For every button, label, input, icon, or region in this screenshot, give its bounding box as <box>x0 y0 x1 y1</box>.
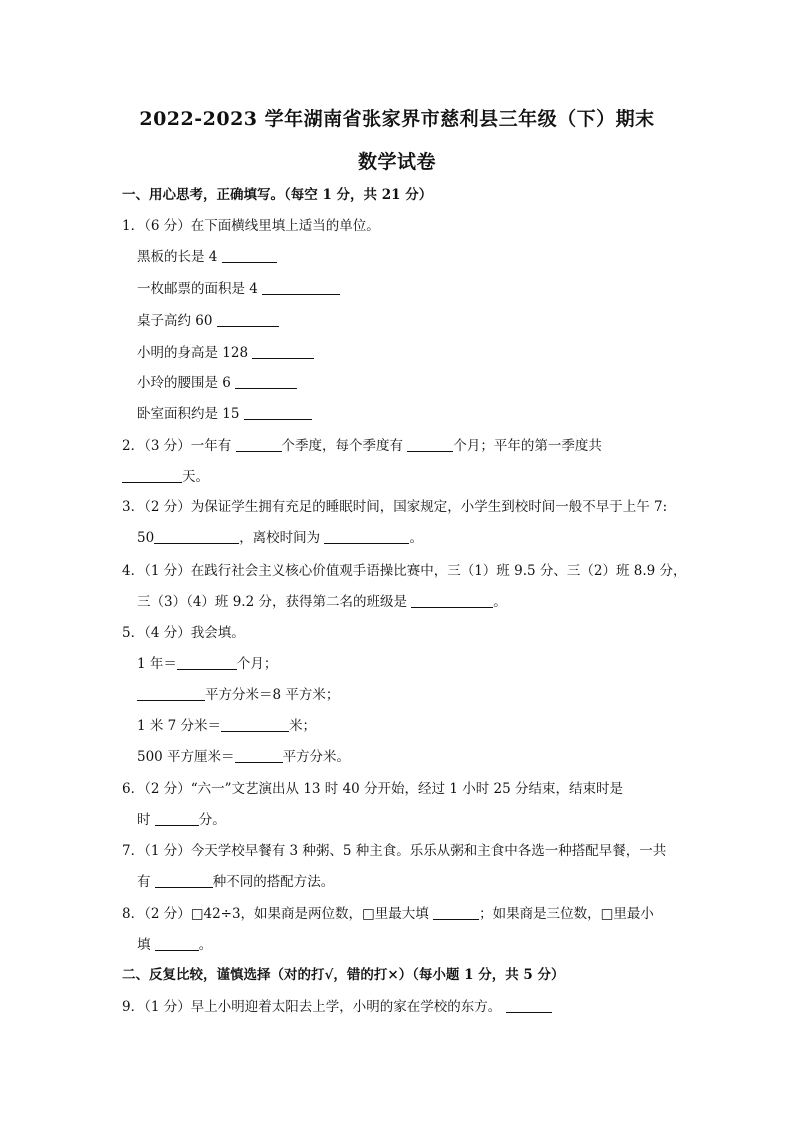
q5-stem: 5．（4 分）我会填。 <box>122 625 245 641</box>
q3-text: ，离校时间为 <box>239 530 321 546</box>
q3-text: 50 <box>137 530 155 546</box>
q7-text: 种不同的搭配方法。 <box>212 874 335 890</box>
answer-blank[interactable] <box>411 593 493 608</box>
answer-blank[interactable] <box>154 529 239 544</box>
q1-item <box>137 405 697 423</box>
q4-line2 <box>137 593 697 611</box>
q2-text: 2．（3 分）一年有 <box>122 438 232 454</box>
q2-text: 个月；平年的第一季度共 <box>453 438 602 454</box>
q5-text: 500 平方厘米＝ <box>137 749 235 765</box>
q7-line2 <box>137 873 697 891</box>
answer-blank[interactable] <box>506 998 552 1013</box>
answer-blank[interactable] <box>155 811 199 826</box>
answer-blank[interactable] <box>122 468 182 483</box>
q4-text: 三（3）（4）班 9.2 分，获得第二名的班级是 <box>137 594 407 610</box>
answer-blank[interactable] <box>235 374 297 389</box>
answer-blank[interactable] <box>137 686 205 701</box>
q5-text: 1 年＝ <box>137 656 177 672</box>
q1-item-text: 卧室面积约是 15 <box>137 406 240 422</box>
answer-blank[interactable] <box>177 655 237 670</box>
q5-text: 米； <box>289 718 317 734</box>
answer-blank[interactable] <box>222 248 277 263</box>
q6-text: 分。 <box>198 812 226 828</box>
q6-line1: 6．（2 分）“六一”文艺演出从 13 时 40 分开始，经过 1 小时 25 分结束，结束时是 <box>122 781 623 797</box>
answer-blank[interactable] <box>155 873 213 888</box>
answer-blank[interactable] <box>252 344 314 359</box>
q6-line2 <box>137 811 697 829</box>
answer-blank[interactable] <box>221 717 289 732</box>
q1-item <box>137 374 697 392</box>
q8-text: 8．（2 分）□42÷3，如果商是两位数，□里最大填 <box>122 906 429 922</box>
q6-text: 时 <box>137 812 151 828</box>
q2-line2 <box>122 468 682 486</box>
q1-item-text: 小明的身高是 128 <box>137 345 249 361</box>
q7-line1: 7．（1 分）今天学校早餐有 3 种粥、5 种主食。乐乐从粥和主食中各选一种搭配早餐，一共 <box>122 843 667 859</box>
q5-item <box>137 655 697 673</box>
q5-text: 平方分米。 <box>282 749 351 765</box>
q2-text: 天。 <box>182 469 209 485</box>
section2-heading: 二、反复比较，谨慎选择（对的打√，错的打×）（每小题 1 分，共 5 分） <box>122 967 565 983</box>
q8-text: 填 <box>137 937 151 953</box>
answer-blank[interactable] <box>262 280 340 295</box>
answer-blank[interactable] <box>407 437 453 452</box>
answer-blank[interactable] <box>155 936 199 951</box>
q8-text: 。 <box>198 937 213 953</box>
q1-item-text: 黑板的长是 4 <box>137 249 218 265</box>
q5-item <box>137 686 697 704</box>
q3-line1: 3．（2 分）为保证学生拥有充足的睡眠时间，国家规定，小学生到校时间一般不早于上午 7: <box>122 499 668 515</box>
answer-blank[interactable] <box>236 437 282 452</box>
q1-item-text: 小玲的腰围是 6 <box>137 375 231 391</box>
answer-blank[interactable] <box>433 905 479 920</box>
answer-blank[interactable] <box>244 405 312 420</box>
q5-item <box>137 717 697 735</box>
q1-item-text: 桌子高约 60 <box>137 313 213 329</box>
q4-line1: 4．（1 分）在践行社会主义核心价值观手语操比赛中，三（1）班 9.5 分、三（2）班 8.9 分， <box>122 563 687 579</box>
q1-item <box>137 248 697 266</box>
q9-line1 <box>122 998 682 1016</box>
q5-text: 平方分米＝8 平方米； <box>205 687 340 703</box>
q2-line1 <box>122 437 682 455</box>
q4-text: 。 <box>493 594 507 610</box>
q2-text: 个季度，每个季度有 <box>281 438 404 454</box>
section1-heading: 一、用心思考，正确填写。（每空 1 分，共 21 分） <box>122 187 433 203</box>
q8-line2 <box>137 936 697 954</box>
answer-blank[interactable] <box>324 529 409 544</box>
q1-item <box>137 280 697 298</box>
answer-blank[interactable] <box>217 312 279 327</box>
q1-item <box>137 312 697 330</box>
q5-text: 1 米 7 分米＝ <box>137 718 222 734</box>
q8-line1 <box>122 905 682 923</box>
q5-text: 个月； <box>236 656 278 672</box>
q1-stem: 1．（6 分）在下面横线里填上适当的单位。 <box>122 218 380 234</box>
q7-text: 有 <box>137 874 151 890</box>
q8-text: ；如果商是三位数，□里最小 <box>479 906 654 922</box>
q9-text: 9．（1 分）早上小明迎着太阳去上学，小明的家在学校的东方。 <box>122 999 502 1015</box>
exam-title-line2: 数学试卷 <box>357 151 436 173</box>
q3-text: 。 <box>409 530 423 546</box>
q1-item-text: 一枚邮票的面积是 4 <box>137 281 258 297</box>
exam-title-line1: 2022-2023 学年湖南省张家界市慈利县三年级（下）期末 <box>139 108 655 130</box>
q5-item <box>137 748 697 766</box>
answer-blank[interactable] <box>235 748 283 763</box>
q3-line2 <box>137 529 697 547</box>
q1-item <box>137 344 697 362</box>
